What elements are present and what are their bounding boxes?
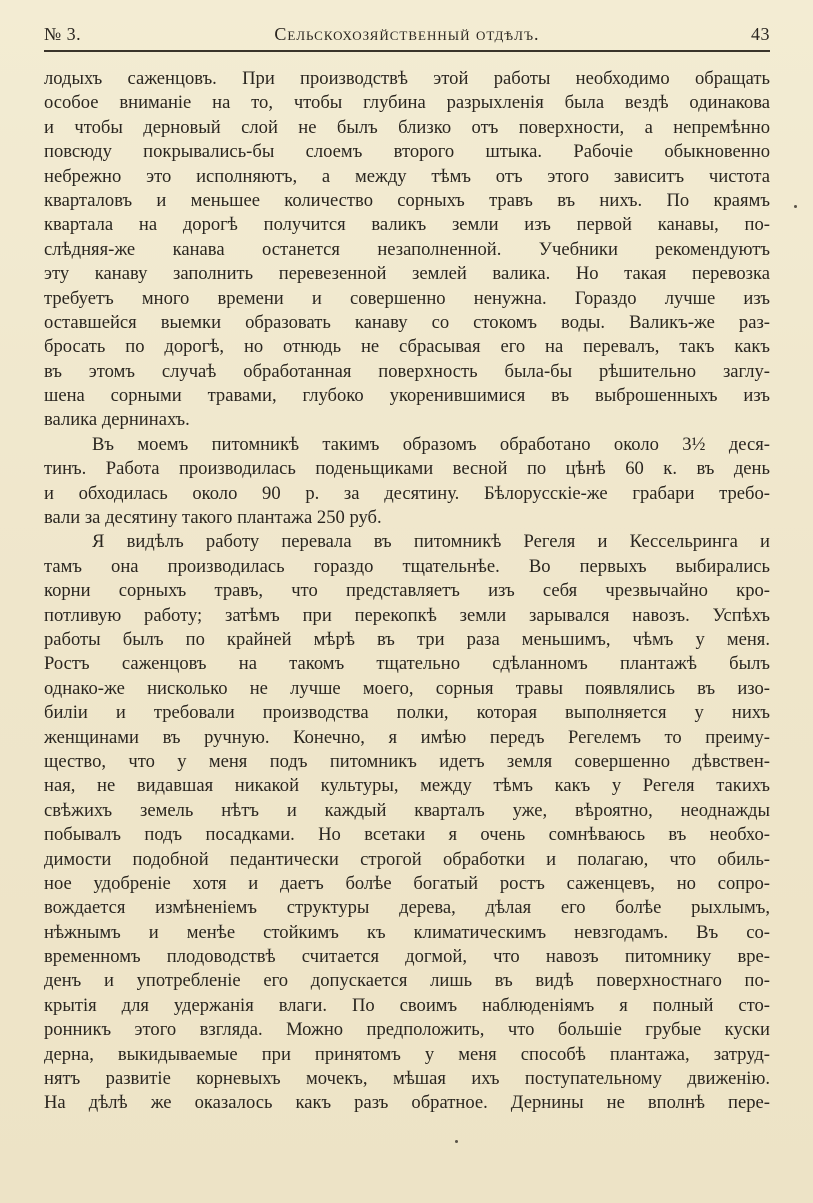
text-line: щество, что у меня подъ питомникъ идетъ земля совершенно дѣвствен-: [44, 750, 770, 772]
page-speck: [794, 205, 797, 208]
body-text: [44, 67, 770, 1116]
text-line: работы былъ по крайней мѣрѣ въ три раза меньшимъ, чѣмъ у меня.: [44, 628, 770, 650]
issue-number: № 3.: [44, 24, 82, 44]
text-line: повсюду покрывались-бы слоемъ второго штыка. Рабочіе обыкновенно: [44, 141, 770, 163]
text-line: нятъ развитіе корневыхъ мочекъ, мѣшая ихъ поступательному движенію.: [44, 1068, 770, 1090]
text-line: димости подобной педантически строгой обработки и полагаю, что обиль-: [44, 848, 770, 870]
text-line: лодыхъ саженцовъ. При производствѣ этой работы необходимо обращать: [44, 68, 770, 89]
text-line: корни сорныхъ травъ, что представляетъ изъ себя чрезвычайно кро-: [44, 580, 770, 602]
section-title: Сельскохозяйственный отдѣлъ.: [274, 24, 540, 44]
text-line: побывалъ подъ посадками. Но всетаки я очень сомнѣваюсь въ необхо-: [44, 824, 770, 846]
text-line: оставшейся выемки образовать канаву со стокомъ воды. Валикъ-же раз-: [44, 311, 770, 333]
text-line: квартала на дорогѣ получится валикъ земли изъ первой канавы, по-: [44, 214, 770, 236]
text-line: валика дернинахъ.: [44, 409, 190, 431]
text-line: требуетъ много времени и совершенно ненужна. Гораздо лучше изъ: [44, 287, 770, 309]
text-line: Я видѣлъ работу перевала въ питомникѣ Регеля и Кессельринга и: [92, 531, 770, 553]
text-line: слѣдняя-же канава останется незаполненной. Учебники рекомендуютъ: [44, 238, 770, 260]
text-line: въ этомъ случаѣ обработанная поверхность была-бы рѣшительно заглу-: [44, 360, 770, 382]
text-line: тинъ. Работа производилась поденьщиками весной по цѣнѣ 60 к. въ день: [44, 458, 770, 480]
text-line: вождается измѣненіемъ структуры дерева, дѣлая его болѣе рыхлымъ,: [44, 897, 770, 919]
text-line: дерна, выкидываемые при принятомъ у меня способѣ плантажа, затруд-: [44, 1043, 770, 1065]
text-line: ное удобреніе хотя и даетъ болѣе богатый ростъ саженцевъ, но сопро-: [44, 872, 770, 894]
text-line: временномъ плодоводствѣ считается догмой, что навозъ питомнику вре-: [44, 946, 770, 968]
text-line: тамъ она производилась гораздо тщательнѣе. Во первыхъ выбирались: [44, 555, 770, 577]
text-line: нѣжнымъ и менѣе стойкимъ къ климатическимъ невзгодамъ. Въ со-: [44, 921, 770, 943]
running-header: [44, 22, 770, 48]
text-line: и обходилась около 90 р. за десятину. Бѣлорусскіе-же грабари требо-: [44, 482, 770, 504]
text-line: вали за десятину такого плантажа 250 руб.: [44, 507, 382, 529]
page-number: 43: [751, 24, 770, 44]
header-rule: [44, 50, 770, 52]
text-line: бросать по дорогѣ, но отнюдь не сбрасывая его на перевалъ, такъ какъ: [44, 336, 770, 358]
text-line: На дѣлѣ же оказалось какъ разъ обратное. Дернины не вполнѣ пере-: [44, 1092, 770, 1114]
text-line: однако-же нисколько не лучше моего, сорныя травы появлялись въ изо-: [44, 677, 770, 699]
text-line: небрежно это исполняютъ, а между тѣмъ отъ этого зависитъ чистота: [44, 165, 770, 187]
text-line: Ростъ саженцовъ на такомъ тщательно сдѣланномъ плантажѣ былъ: [44, 653, 770, 675]
page-speck: [455, 1140, 458, 1143]
text-line: шена сорными травами, глубоко укоренившимися въ выброшенныхъ изъ: [44, 385, 770, 407]
text-line: женщинами въ ручную. Конечно, я имѣю передъ Регелемъ то преиму-: [44, 726, 770, 748]
text-line: крытія для удержанія влаги. По своимъ наблюденіямъ я полный сто-: [44, 994, 770, 1016]
text-line: ная, не видавшая никакой культуры, между тѣмъ какъ у Регеля такихъ: [44, 775, 770, 797]
text-line: ронникъ этого взгляда. Можно предположить, что большіе грубые куски: [44, 1019, 770, 1041]
text-line: потливую работу; затѣмъ при перекопкѣ земли зарывался навозъ. Успѣхъ: [44, 604, 770, 626]
text-line: эту канаву заполнить перевезенной землей валика. Но такая перевозка: [44, 263, 770, 285]
text-line: биліи и требовали производства полки, которая выполняется у нихъ: [44, 702, 770, 724]
text-line: особое вниманіе на то, чтобы глубина разрыхленія была вездѣ одинакова: [44, 92, 770, 114]
text-line: кварталовъ и меньшее количество сорныхъ травъ въ нихъ. По краямъ: [44, 189, 770, 211]
text-line: свѣжихъ земель нѣтъ и каждый кварталъ уже, вѣроятно, неоднажды: [44, 799, 770, 821]
text-line: Въ моемъ питомникѣ такимъ образомъ обработано около 3½ деся-: [92, 433, 770, 455]
text-line: и чтобы дерновый слой не былъ близко отъ поверхности, а непремѣнно: [44, 116, 770, 138]
text-line: денъ и употребленіе его допускается лишь въ видѣ поверхностнаго по-: [44, 970, 770, 992]
